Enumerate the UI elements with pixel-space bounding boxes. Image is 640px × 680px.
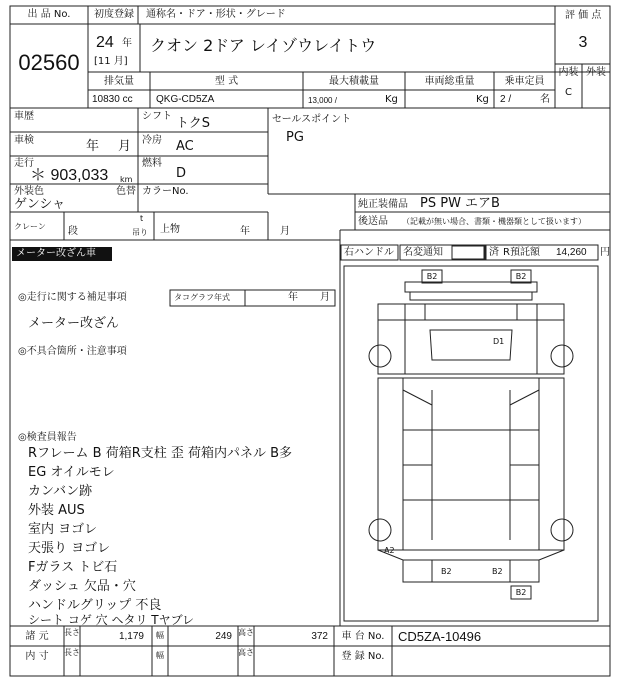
damage-mark: B2: [515, 588, 527, 597]
driving-title: ◎走行に関する補足事項: [18, 292, 127, 303]
inner-width-label: 幅: [156, 651, 164, 660]
damage-mark: D1: [493, 337, 505, 346]
report-line: Rフレーム B 荷箱R支柱 歪 荷箱内パネル B多: [28, 446, 293, 461]
damage-mark: B2: [515, 272, 527, 281]
equipment-label: 純正装備品: [358, 199, 408, 210]
car-name: クオン 2ドア レイゾウレイトウ: [150, 36, 377, 55]
truck-diagram: [369, 270, 573, 599]
crane-hang: 吊り: [132, 228, 148, 237]
reg-label: 登 録 No.: [341, 651, 385, 662]
report-line: 室内 ヨゴレ: [28, 522, 98, 537]
color-code-label: カラーNo.: [142, 186, 189, 197]
exterior-label: 外装: [586, 67, 606, 78]
recycle-label: 済: [489, 247, 499, 258]
model-label: 型 式: [214, 76, 239, 87]
width: 249: [215, 631, 232, 642]
sales-point: PG: [286, 130, 304, 145]
height: 372: [311, 631, 328, 642]
mileage-label: 走行: [14, 158, 34, 169]
damage-mark: B2: [426, 272, 438, 281]
report-line: 天張り ヨゴレ: [28, 541, 111, 556]
defects-title: ◎不具合箇所・注意事項: [18, 346, 127, 357]
name-label: 通称名・ドア・形状・グレード: [146, 9, 286, 20]
damage-mark: B2: [441, 567, 452, 576]
body-month: 月: [280, 226, 290, 237]
crane-ton: t: [140, 214, 144, 223]
capacity-unit: 名: [540, 94, 550, 105]
recycle-deposit: 14,260: [556, 247, 587, 258]
report-line: ハンドルグリップ 不良: [28, 598, 162, 613]
inner-length-label: 長さ: [64, 648, 80, 657]
chassis-label: 車 台 No.: [341, 631, 385, 642]
first-reg-month: [11 月]: [94, 56, 128, 67]
capacity-label: 乗車定員: [504, 76, 545, 87]
max-load-label: 最大積載量: [329, 76, 379, 87]
body-label: 上物: [160, 224, 180, 235]
report-line: ダッシュ 欠品・穴: [28, 579, 136, 594]
max-load: 13,000 /: [308, 96, 337, 105]
name-change-label: 名変通知: [403, 247, 443, 258]
displacement: 10830 cc: [92, 94, 133, 105]
crane-step: 段: [68, 226, 78, 237]
rhd: 右ハンドル: [344, 247, 394, 258]
max-load-unit: Kg: [385, 94, 398, 105]
tacho-month: 月: [320, 292, 330, 303]
tacho-label: タコグラフ年式: [174, 293, 230, 302]
fuel: D: [176, 166, 187, 181]
lot-no-label: 出 品 No.: [27, 9, 71, 20]
ac-label: 冷房: [142, 135, 162, 146]
lot-no: 02560: [18, 50, 80, 75]
fuel-label: 燃料: [142, 158, 162, 169]
mileage: ＊ 903,033: [30, 167, 109, 184]
inspector-title: ◎検査員報告: [18, 432, 77, 443]
sales-label: セールスポイント: [272, 114, 352, 125]
yen: 円: [600, 247, 610, 258]
report-line: カンバン跡: [28, 484, 93, 499]
inspection-month: 月: [118, 139, 132, 154]
length: 1,179: [118, 631, 144, 642]
model: QKG-CD5ZA: [156, 94, 215, 105]
aftermarket-note: （記載が無い場合、書類・機器類として扱います）: [402, 217, 586, 226]
first-reg-year: 24: [96, 34, 114, 51]
shift-label: シフト: [142, 111, 172, 122]
report-line: シート コゲ 穴 ヘタリ Tヤブレ: [28, 613, 195, 627]
damage-mark: A2: [384, 546, 395, 555]
color-no-label: 色替: [116, 186, 136, 197]
grade-label: 評 価 点: [565, 10, 602, 21]
interior-grade: C: [565, 87, 572, 98]
ac: AC: [176, 139, 194, 154]
meter-tamper-banner: メーター改ざん車: [16, 248, 96, 259]
dims-label: 諸 元: [25, 631, 49, 642]
crane-label: クレーン: [14, 222, 46, 231]
report-line: 外装 AUS: [28, 503, 85, 518]
report-line: EG オイルモレ: [28, 465, 115, 480]
body-year: 年: [240, 226, 250, 237]
gross-weight-unit: Kg: [476, 94, 489, 105]
capacity: 2 /: [500, 94, 512, 105]
recycle-deposit-label: R預託額: [503, 247, 540, 258]
tacho-year: 年: [288, 292, 298, 303]
width-label: 幅: [156, 631, 164, 640]
equipment: PS PW エアB: [420, 196, 500, 211]
shift: トクS: [176, 116, 210, 131]
damage-mark: B2: [492, 567, 503, 576]
grade: 3: [578, 34, 588, 51]
first-reg-label: 初度登録: [94, 9, 134, 20]
report-line: Fガラス トビ石: [28, 560, 118, 575]
height-label: 高さ: [238, 628, 254, 637]
color-label: 外装色: [14, 186, 44, 197]
displacement-label: 排気量: [104, 76, 134, 87]
year-unit: 年: [122, 38, 132, 49]
color: ゲンシャ: [14, 197, 66, 212]
driving-note: メーター改ざん: [28, 316, 120, 331]
inspection-label: 車検: [14, 135, 34, 146]
interior-label: 内装: [558, 67, 579, 78]
inner-height-label: 高さ: [238, 648, 254, 657]
mileage-unit: km: [120, 175, 133, 184]
chassis-no: CD5ZA-10496: [398, 629, 482, 644]
aftermarket-label: 後送品: [358, 216, 388, 227]
gross-weight-label: 車両総重量: [424, 76, 475, 87]
history-label: 車歴: [14, 111, 34, 122]
inspection-year: 年: [86, 139, 100, 154]
length-label: 長さ: [64, 628, 80, 637]
inner-label: 内 寸: [25, 651, 49, 662]
